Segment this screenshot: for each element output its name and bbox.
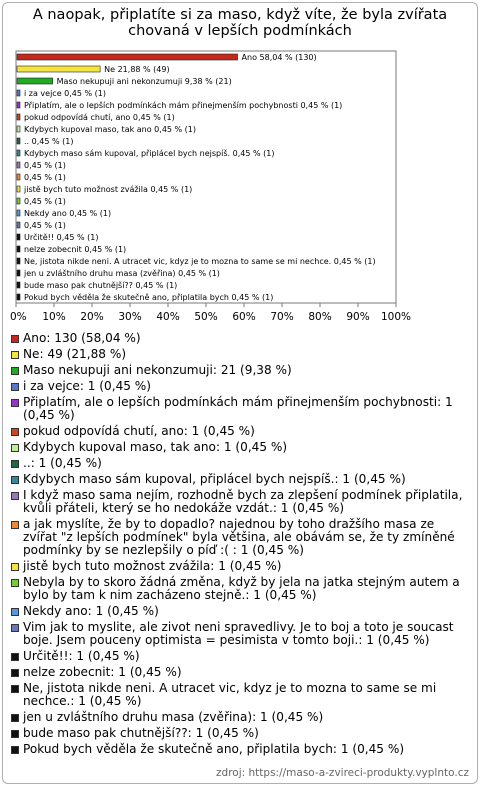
bar-label: Ne 21,88 % (49) [104, 65, 170, 74]
bar [17, 54, 238, 60]
bar-label: 0,45 % (1) [24, 197, 66, 206]
bar-label: Pokud bych věděla že skutečně ano, připlatila bych 0,45 % (1) [24, 293, 274, 302]
bar-label: 0,45 % (1) [24, 173, 66, 182]
legend-item [10, 425, 472, 438]
legend-swatch [11, 521, 19, 529]
source-link[interactable]: zdroj: https://maso-a-zvireci-produkty.vyplnto.cz [216, 767, 469, 779]
bar-label: Kdybych kupoval maso, tak ano 0,45 % (1) [24, 125, 197, 134]
legend-swatch [11, 460, 19, 468]
legend-item [10, 396, 472, 422]
bar-label: i za vejce 0,45 % (1) [24, 89, 106, 98]
legend-swatch [11, 399, 19, 407]
x-tick-label: 30% [118, 311, 142, 323]
legend-label: Pokud bych věděla že skutečně ano, připlatila bych: 1 (0,45 %) [23, 742, 405, 756]
bar-label: jistě bych tuto možnost zvážila 0,45 % (1) [24, 185, 193, 194]
bar [17, 114, 20, 120]
legend-swatch [11, 624, 19, 632]
legend-swatch [11, 563, 19, 571]
legend-label: Ne, jistota nikde neni. A utracet vic, kdyz je to mozna to same se mi nechce.: 1 (0,45 %) [23, 681, 437, 708]
legend-item [10, 380, 472, 393]
bar-label: Maso nekupuji ani nekonzumuji 9,38 % (21) [56, 77, 232, 86]
bar [17, 66, 100, 72]
legend-swatch [11, 685, 19, 693]
bar [17, 210, 20, 216]
legend-item [10, 348, 472, 361]
bar [17, 102, 20, 108]
bar [17, 294, 20, 300]
bar-label: Nekdy ano 0,45 % (1) [24, 209, 112, 218]
bar [17, 282, 20, 288]
x-tick-label: 10% [42, 311, 66, 323]
legend-label: pokud odpovídá chutí, ano: 1 (0,45 %) [23, 424, 255, 438]
x-tick-label: 50% [194, 311, 218, 323]
chart-frame [2, 2, 478, 784]
legend-swatch [11, 608, 19, 616]
legend-swatch [11, 579, 19, 587]
bar-label: Kdybych maso sám kupoval, připlácel bych nejspíš. 0,45 % (1) [24, 149, 275, 158]
x-tick-label: 60% [232, 311, 256, 323]
bar [17, 174, 20, 180]
bar-label: Ne, jistota nikde neni. A utracet vic, kdyz je to mozna to same se mi nechce. 0,45 % (1) [24, 257, 376, 266]
bar-label: bude maso pak chutnější?? 0,45 % (1) [24, 281, 178, 290]
legend-swatch [11, 746, 19, 754]
bar-label: Určitě!! 0,45 % (1) [24, 233, 99, 242]
bar [17, 198, 20, 204]
legend-label: bude maso pak chutnější??: 1 (0,45 %) [23, 726, 259, 740]
legend-swatch [11, 428, 19, 436]
bar [17, 258, 20, 264]
legend-label: jen u zvláštního druhu masa (zvěřina): 1 (0,45 %) [23, 710, 324, 724]
bar [17, 222, 20, 228]
legend-label: i za vejce: 1 (0,45 %) [23, 379, 152, 393]
legend-label: Ne: 49 (21,88 %) [23, 347, 127, 361]
chart-legend [10, 332, 472, 759]
legend-swatch [11, 730, 19, 738]
legend-swatch [11, 444, 19, 452]
bar [17, 138, 20, 144]
bar [17, 186, 20, 192]
bar-label: jen u zvláštního druhu masa (zvěřina) 0,45 % (1) [24, 269, 220, 278]
legend-item [10, 605, 472, 618]
legend-item [10, 621, 472, 647]
legend-label: Kdybych kupoval maso, tak ano: 1 (0,45 %) [23, 440, 288, 454]
bar-label: .. 0,45 % (1) [24, 137, 74, 146]
bar [17, 246, 20, 252]
x-tick-label: 70% [270, 311, 294, 323]
bar [17, 90, 20, 96]
legend-label: I když maso sama nejím, rozhodně bych za zlepšení podmínek připlatila, kvůli přáteli, který se ho nedokáže vzdát.: 1 (0,45 %) [23, 488, 463, 515]
legend-item [10, 441, 472, 454]
legend-item [10, 727, 472, 740]
legend-swatch [11, 367, 19, 375]
legend-label: Nekdy ano: 1 (0,45 %) [23, 604, 159, 618]
legend-label: Kdybych maso sám kupoval, připlácel bych nejspíš.: 1 (0,45 %) [23, 472, 406, 486]
bar-label: nelze zobecnit 0,45 % (1) [24, 245, 127, 254]
bar-label: 0,45 % (1) [24, 161, 66, 170]
legend-swatch [11, 383, 19, 391]
legend-swatch [11, 653, 19, 661]
legend-item [10, 682, 472, 708]
legend-label: Připlatím, ale o lepších podmínkách mám přinejmenším pochybnosti: 1 (0,45 %) [23, 395, 453, 422]
legend-label: jistě bych tuto možnost zvážila: 1 (0,45 %) [23, 559, 282, 573]
bar [17, 234, 20, 240]
legend-swatch [11, 492, 19, 500]
legend-item [10, 743, 472, 756]
bar [17, 150, 20, 156]
legend-item [10, 560, 472, 573]
legend-label: a jak myslíte, že by to dopadlo? najednou by toho dražšího masa ze zvířat "z lepších podmínek" byla většina, ale obávám se, že ty zmíněné podmínky by se nezlepšily o píď :( : 1 (0,45 %) [23, 517, 455, 557]
legend-item [10, 489, 472, 515]
bar-label: Připlatím, ale o lepších podmínkách mám přinejmenším pochybnosti 0,45 % (1) [24, 101, 343, 110]
bar [17, 270, 20, 276]
bar-label: 0,45 % (1) [24, 221, 66, 230]
legend-item [10, 473, 472, 486]
chart-title: A naopak, připlatíte si za maso, když víte, že byla zvířata chovaná v lepších podmínkách [32, 7, 448, 39]
legend-swatch [11, 351, 19, 359]
legend-item [10, 711, 472, 724]
x-tick-label: 100% [380, 311, 412, 323]
x-tick-label: 90% [346, 311, 370, 323]
bar [17, 162, 20, 168]
legend-label: Maso nekupuji ani nekonzumuji: 21 (9,38 %) [23, 363, 292, 377]
legend-item [10, 666, 472, 679]
legend-swatch [11, 335, 19, 343]
bar [17, 126, 20, 132]
legend-label: nelze zobecnit: 1 (0,45 %) [23, 665, 182, 679]
legend-swatch [11, 476, 19, 484]
legend-label: ..: 1 (0,45 %) [23, 456, 102, 470]
legend-item [10, 457, 472, 470]
legend-label: Určitě!!: 1 (0,45 %) [23, 649, 140, 663]
x-tick-label: 80% [308, 311, 332, 323]
legend-item [10, 650, 472, 663]
legend-label: Nebyla by to skoro žádná změna, když by jela na jatka stejným autem a bylo by tam k nim zacházeno stejně.: 1 (0,45 %) [23, 575, 460, 602]
x-tick-label: 40% [156, 311, 180, 323]
x-tick-label: 0% [10, 311, 27, 323]
bar-label: pokud odpovídá chutí, ano 0,45 % (1) [24, 113, 175, 122]
legend-item [10, 518, 472, 557]
bar-label: Ano 58,04 % (130) [241, 53, 317, 62]
legend-item [10, 576, 472, 602]
legend-swatch [11, 714, 19, 722]
x-tick-label: 20% [80, 311, 104, 323]
legend-item [10, 332, 472, 345]
legend-item [10, 364, 472, 377]
legend-label: Vim jak to myslite, ale zivot neni spravedlivy. Je to boj a toto je soucast boje. Jsem pouceny optimista = pesimista v tomto boji.: 1 (0,45 %) [23, 620, 454, 647]
bar [17, 78, 53, 84]
legend-label: Ano: 130 (58,04 %) [23, 331, 141, 345]
legend-swatch [11, 669, 19, 677]
bar-chart [3, 3, 477, 333]
